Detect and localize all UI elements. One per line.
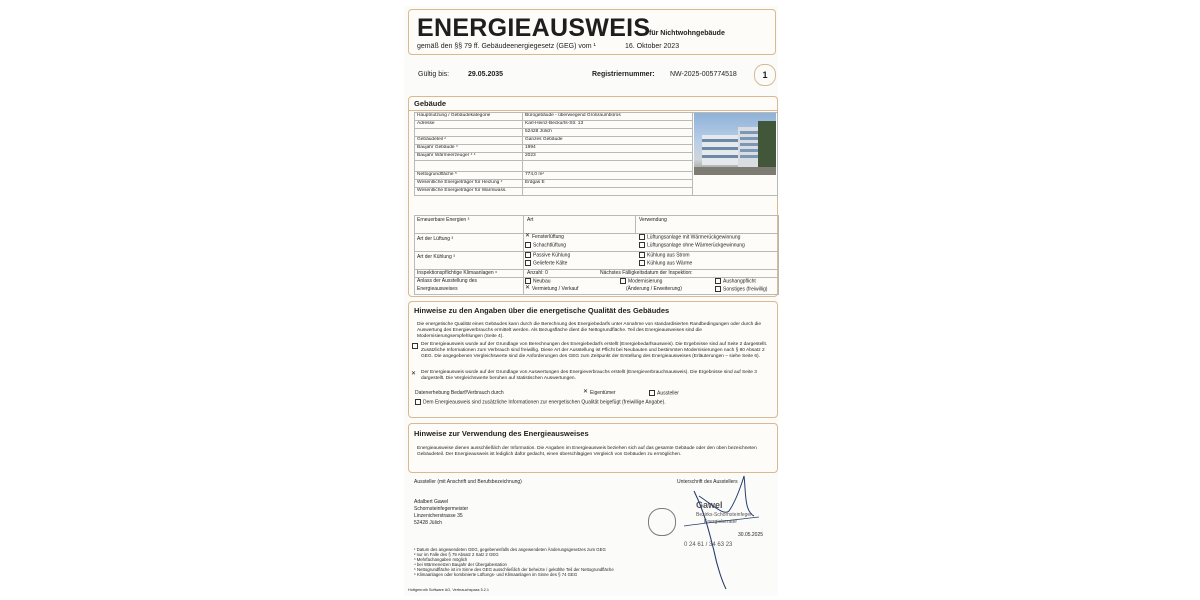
- signature-date: 30.05.2025: [738, 532, 764, 538]
- energy-system-block: [414, 215, 779, 295]
- row-label: Wesentliche Energieträger für Warmwass.: [415, 188, 523, 196]
- row-value: Bürogebäude - überwiegend Großraumbüros: [523, 113, 693, 121]
- law-reference: gemäß den §§ 79 ff. Gebäudeenergiegesetz (GEG) vom ¹: [417, 43, 596, 50]
- issue-option-change: (Änderung / Erweiterung): [626, 286, 682, 292]
- row-value: 2023: [523, 153, 693, 161]
- valid-until-value: 29.05.2035: [468, 71, 504, 78]
- row-label: Baujahr Wärmeerzeuger ³ ⁴: [415, 153, 523, 161]
- cooling-option-passive: Passive Kühlung: [525, 252, 570, 258]
- stamp-line-2: Energieberater: [704, 519, 738, 525]
- registration-value: NW-2025-005774518: [670, 71, 737, 78]
- row-value: 52428 Jülich: [523, 129, 693, 137]
- issue-option-rent-sale: ✕ Vermietung / Verkauf: [525, 285, 579, 292]
- cooling-label: Art der Kühlung ³: [417, 254, 455, 260]
- issue-reason-label-1: Anlass der Ausstellung des: [417, 278, 478, 284]
- software-credit: Hottgenroth Software AG, Verbrauchspass 5.2.1: [408, 588, 490, 592]
- data-issuer-option: Aussteller: [649, 390, 679, 396]
- page-number-badge: [754, 64, 776, 86]
- usage-hints-text: Energieausweise dienen ausschließlich der Information. Die Angaben im Energieausweis beziehen sich auf das gesamte Gebäude oder den oben bezeichneten Gebäudeteil. Der Energieausweis ist lediglich dafür gedacht, einen überschlägigen Vergleich von Gebäuden zu ermöglichen.: [417, 446, 757, 458]
- page-number: 1: [762, 70, 768, 80]
- row-label: [415, 161, 523, 172]
- demand-option-text: Der Energieausweis wurde auf der Grundlage von Berechnungen des Energiebedarfs erstellt (Energiebedarfsausweis). Die Ergebnisse sind auf Seite 2 dargestellt. Zusätzliche Informationen zum Verbrauch sind freiwillig. Diese Art der Ausstellung ist Pflicht bei Neubauten und bestimmten Modernisierungen nach § 80 Absatz 2 GEG. Die angegebenen Vergleichswerte sind die Anforderungen des GEG zum Zeitpunkt der Erstellung des Energieausweises (Erläuterungen – siehe Seite 6).: [421, 342, 768, 360]
- row-value: [523, 161, 693, 172]
- ac-inspection-next: Nächstes Fälligkeitsdatum der Inspektion:: [600, 270, 693, 276]
- registration-label: Registriernummer:: [592, 71, 655, 78]
- header-box: [408, 9, 776, 55]
- footnote: ³ Mehrfachangaben möglich: [414, 557, 468, 562]
- footnote: ⁶ Klimaanlagen oder kombinierte Lüftungs- und Klimaanlagen im Sinne des § 74 GEG: [414, 572, 578, 577]
- row-value: Karl-Heinz-Beckurts-Str. 13: [523, 121, 693, 129]
- issue-option-other: Sonstiges (freiwillig): [715, 286, 767, 292]
- footnote: ⁴ bei Wärmenetzen Baujahr der Übergabestation: [414, 562, 507, 567]
- usage-hints-heading: Hinweise zur Verwendung des Energieausweises: [414, 429, 589, 438]
- data-owner-option: ✕ Eigentümer: [583, 389, 616, 396]
- row-value: Ganzes Gebäude: [523, 137, 693, 145]
- ac-inspection-label: Inspektionspflichtige Klimaanlagen ⁶: [417, 270, 498, 276]
- law-date: 16. Oktober 2023: [625, 43, 680, 50]
- consumption-option-text: Der Energieausweis wurde auf der Grundlage von Auswertungen des Energieverbrauchs erstellt (Energieverbrauchsausweis). Die Ergebnisse sind auf Seite 3 dargestellt. Die Vergleichswerte beruhen auf statistischen Auswertungen.: [421, 370, 757, 382]
- issue-option-display: Aushangpflicht: [715, 278, 756, 284]
- footnote: ¹ Datum des angewendeten GEG, gegebenenfalls des angewendeten Änderungsgesetzes zum GEG: [414, 547, 606, 552]
- issuer-label: Aussteller (mit Anschrift und Berufsbezeichnung): [414, 479, 522, 485]
- document-title: ENERGIEAUSWEIS: [417, 14, 651, 42]
- row-label: Nettogrundfläche ⁵: [415, 172, 523, 180]
- cooling-option-electric: Kühlung aus Strom: [639, 252, 690, 258]
- quality-hints-section: [408, 301, 778, 418]
- renewables-label: Erneuerbare Energien ³: [417, 217, 470, 223]
- row-label: Adresse: [415, 121, 523, 129]
- cooling-option-supplied: Gelieferte Kälte: [525, 260, 567, 266]
- issuer-street: Linzenicherstrasse 35: [414, 513, 463, 519]
- ventilation-option-no-recovery: Lüftungsanlage ohne Wärmerückgewinnung: [639, 242, 745, 248]
- row-label: Hauptnutzung / Gebäudekategorie: [415, 113, 523, 121]
- building-heading: Gebäude: [409, 97, 777, 111]
- row-label: Baujahr Gebäude ³: [415, 145, 523, 153]
- additional-info-option: Dem Energieausweis sind zusätzliche Informationen zur energetischen Qualität beigefügt (freiwillige Angabe).: [415, 399, 666, 405]
- issuer-title: Schornsteinfegermeister: [414, 506, 469, 512]
- row-label: Wesentliche Energieträger für Heizung ³: [415, 180, 523, 188]
- demand-checkbox: [412, 343, 420, 349]
- footnote: ⁵ Nettogrundfläche ist im Sinne des GEG ausschließlich der beheizte / gekühlte Teil der Nettogrundfläche: [414, 567, 614, 572]
- issue-option-new: Neubau: [525, 278, 551, 284]
- row-value: 774,0 m²: [523, 172, 693, 180]
- renewables-art-label: Art: [527, 217, 534, 223]
- renewables-use-label: Verwendung: [639, 217, 667, 223]
- row-label: Gebäudeteil ²: [415, 137, 523, 145]
- footnote: ² nur im Falle des § 79 Absatz 2 Satz 2 GEG: [414, 552, 499, 557]
- building-photo: [694, 113, 776, 175]
- issue-option-modernisation: Modernisierung: [620, 278, 662, 284]
- valid-until-label: Gültig bis:: [418, 71, 450, 78]
- energy-certificate-page: [404, 6, 778, 596]
- data-collection-label: Datenerhebung Bedarf/Verbrauch durch: [415, 390, 504, 396]
- ventilation-option-recovery: Lüftungsanlage mit Wärmerückgewinnung: [639, 234, 740, 240]
- issue-reason-label-2: Energieausweises: [417, 286, 458, 292]
- quality-hints-heading: Hinweise zu den Angaben über die energetische Qualität des Gebäudes: [414, 306, 670, 315]
- issuer-name: Adalbert Gawel: [414, 499, 449, 505]
- cooling-option-heat: Kühlung aus Wärme: [639, 260, 692, 266]
- consumption-checkbox: ✕: [411, 371, 417, 377]
- row-value: Erdgas E: [523, 180, 693, 188]
- building-section: [408, 96, 778, 297]
- signature-label: Unterschrift des Ausstellers: [677, 479, 738, 485]
- stamp-name: Gawel: [696, 500, 723, 510]
- handwritten-signature: [664, 471, 774, 591]
- row-label: [415, 129, 523, 137]
- ventilation-label: Art der Lüftung ³: [417, 236, 454, 242]
- issuer-city: 52428 Jülich: [414, 520, 443, 526]
- ventilation-option-window: ✕ Fensterlüftung: [525, 233, 564, 240]
- stamp-line-1: Bezirks-Schornsteinfeger: [696, 512, 752, 518]
- usage-hints-section: [408, 423, 778, 473]
- row-value: [523, 188, 693, 196]
- row-value: 1994: [523, 145, 693, 153]
- document-subtitle: für Nichtwohngebäude: [649, 30, 725, 37]
- ventilation-option-shaft: Schachtlüftung: [525, 242, 566, 248]
- stamp-phone: 0 24 61 / 34 63 23: [684, 542, 733, 548]
- quality-hints-intro: Die energetische Qualität eines Gebäudes kann durch die Berechnung des Energiebedarfs unter Annahme von standardisierten Randbedingungen oder durch die Auswertung des Energieverbrauchs ermittelt werden. Als Bezugsfläche dient die Nettogrundfläche. Teil des Energieausweises sind die Modernisierungsempfehlungen (Seite 4).: [417, 322, 762, 340]
- ac-inspection-count: Anzahl: 0: [527, 270, 548, 276]
